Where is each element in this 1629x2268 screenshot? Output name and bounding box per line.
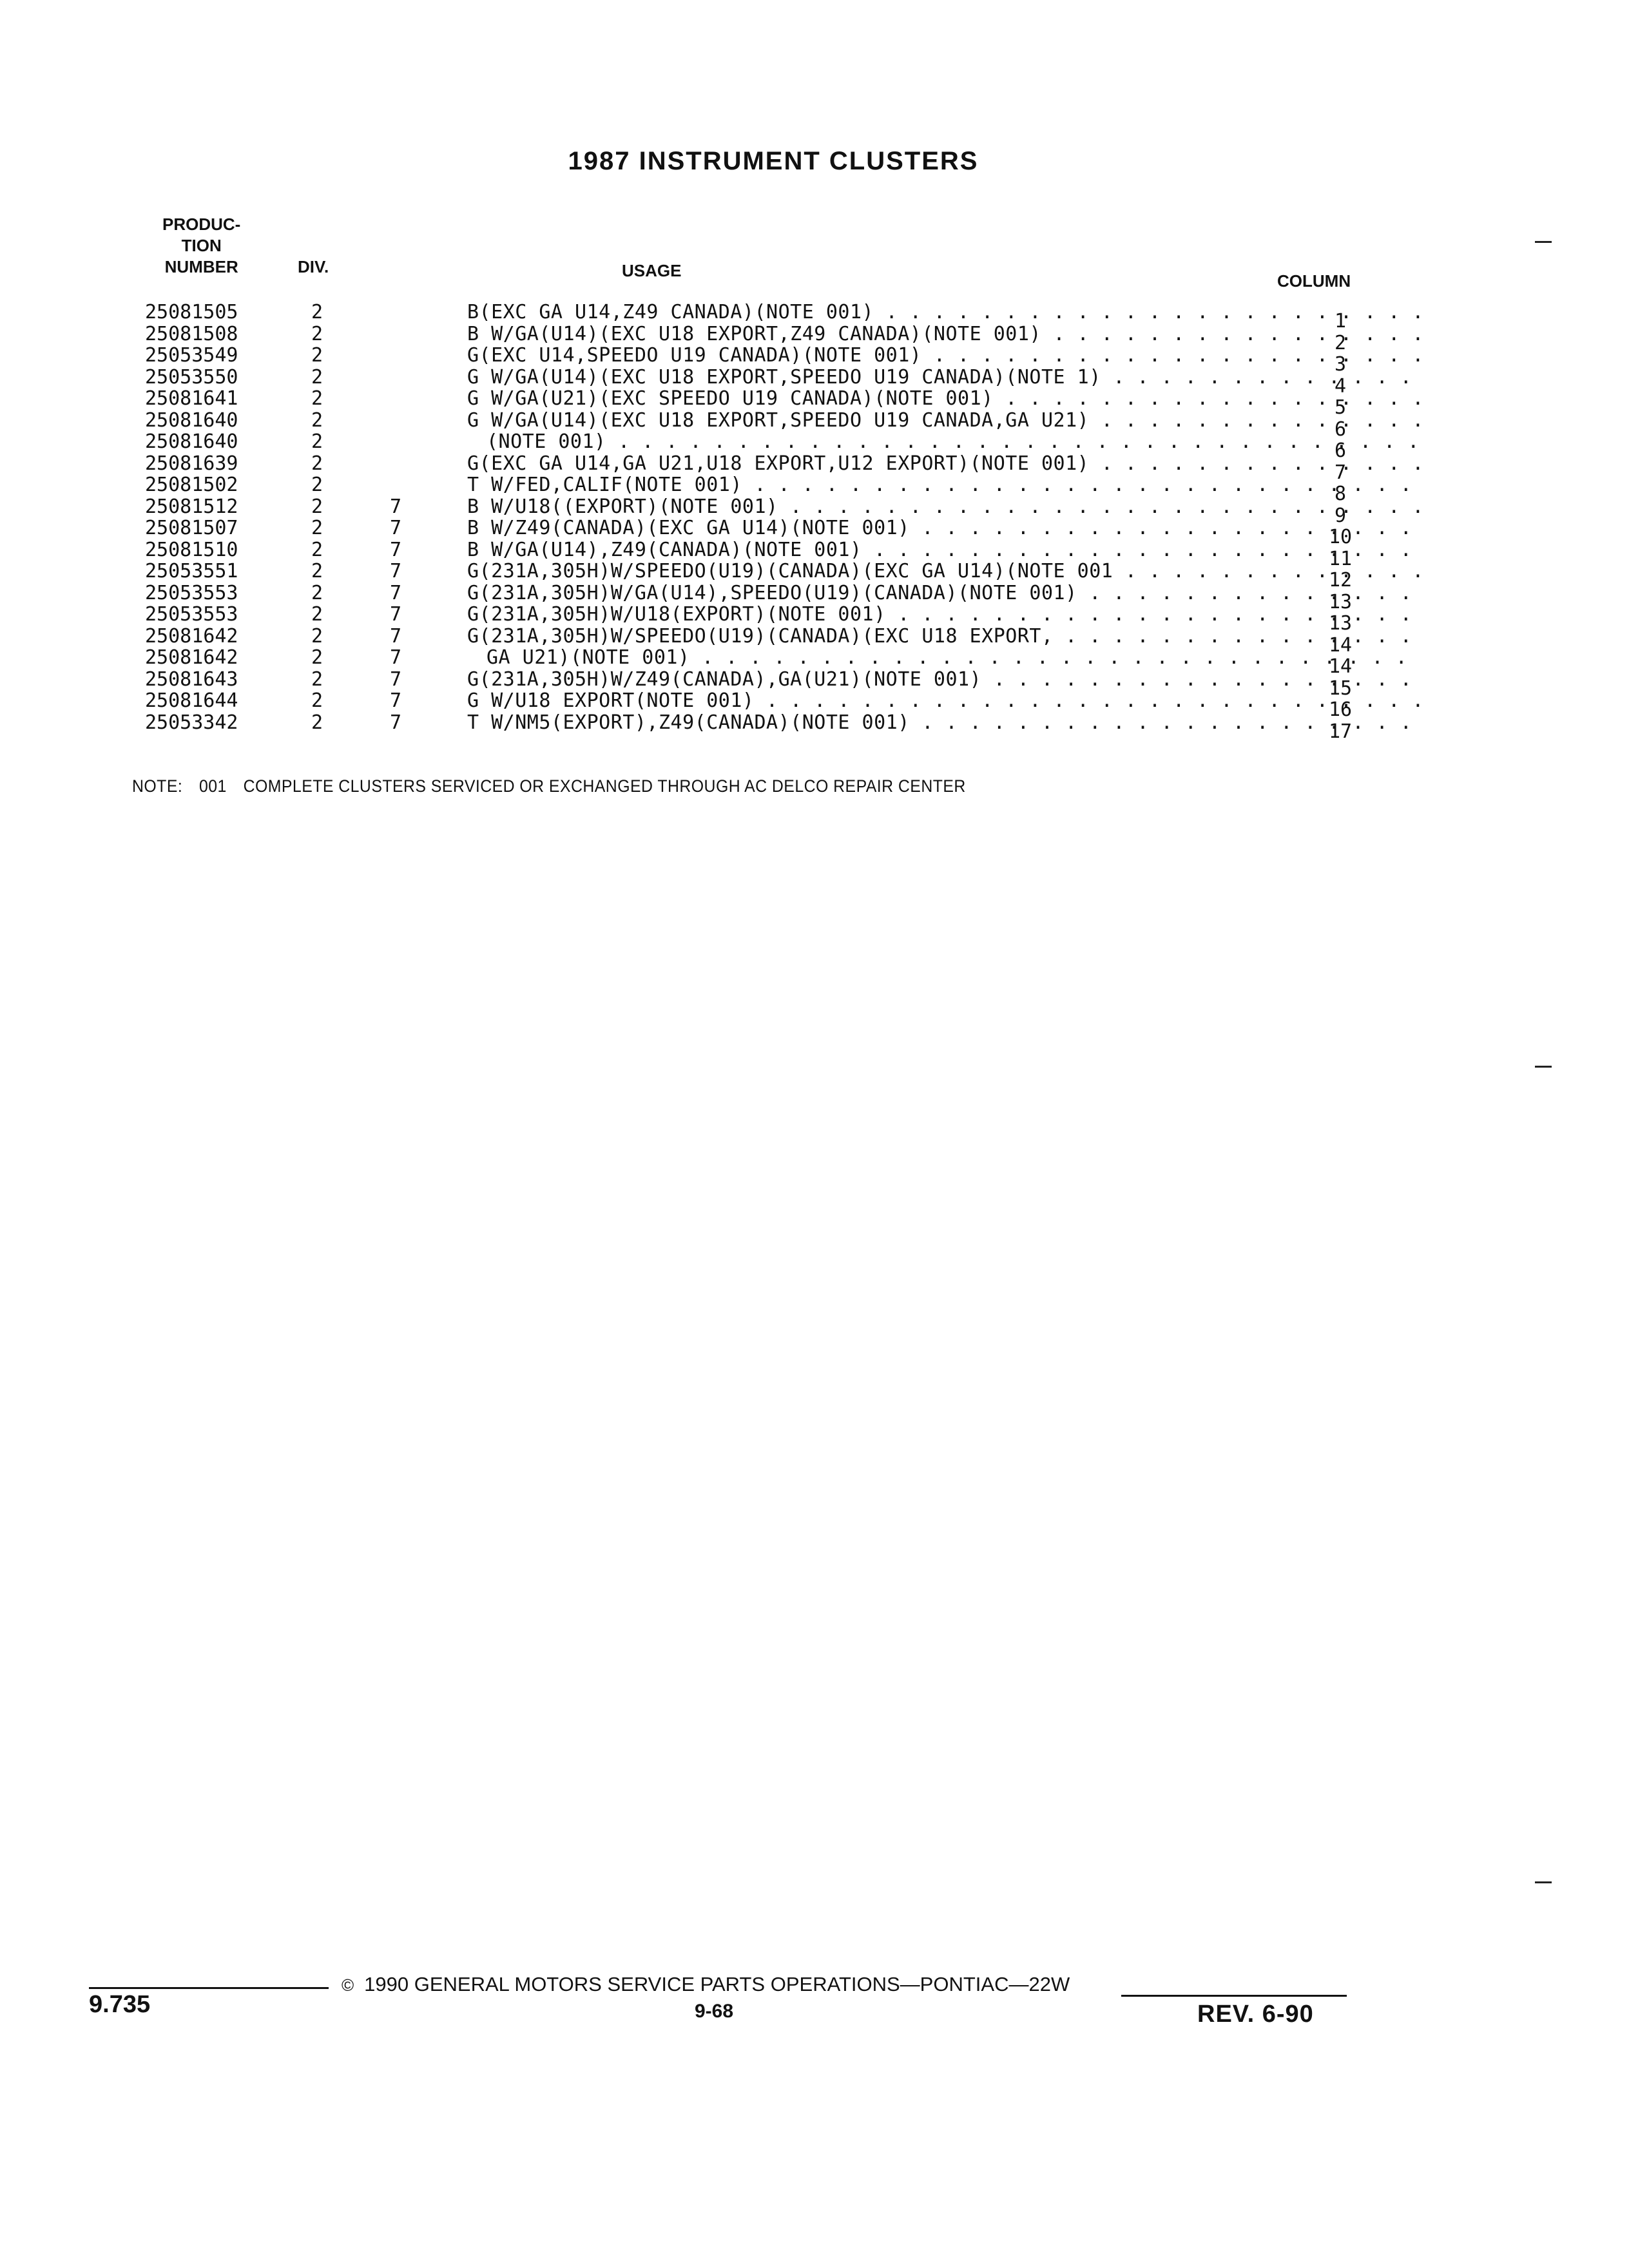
division: 2 bbox=[311, 301, 323, 323]
production-number: 25081644 bbox=[145, 689, 238, 712]
footnote-label: NOTE: bbox=[132, 776, 183, 796]
production-number: 25081640 bbox=[145, 430, 238, 453]
header-production-number-line: TION bbox=[181, 236, 222, 255]
production-number: 25081505 bbox=[145, 301, 238, 323]
production-number: 25081642 bbox=[145, 646, 238, 669]
footer-rule bbox=[1121, 1995, 1347, 1997]
model-code: 7 bbox=[390, 689, 402, 712]
table-row bbox=[145, 365, 1369, 398]
model-code: 7 bbox=[390, 711, 402, 734]
production-number: 25081508 bbox=[145, 322, 238, 345]
production-number: 25053549 bbox=[145, 344, 238, 367]
division: 2 bbox=[311, 344, 323, 367]
margin-tick-mark bbox=[1535, 1881, 1552, 1883]
division: 2 bbox=[311, 387, 323, 410]
column-number: 1 bbox=[1334, 310, 1347, 332]
production-number: 25081639 bbox=[145, 452, 238, 475]
model-code: 7 bbox=[390, 646, 402, 669]
table-row bbox=[145, 495, 1369, 527]
usage-text: B W/U18((EXPORT)(NOTE 001) . . . bbox=[467, 496, 1421, 517]
division: 2 bbox=[311, 581, 323, 604]
model-code: 7 bbox=[390, 668, 402, 691]
production-number: 25081507 bbox=[145, 517, 238, 539]
division: 2 bbox=[311, 430, 323, 453]
table-row bbox=[145, 603, 1369, 635]
usage-text: G(231A,305H)W/GA(U14),SPEEDO(U19)(CANADA)(NOTE 001) . . . bbox=[467, 582, 1421, 604]
column-number: 16 bbox=[1328, 698, 1353, 721]
table-row bbox=[145, 387, 1369, 419]
header-production-number-line: PRODUC- bbox=[162, 215, 241, 234]
usage-text: G(231A,305H)W/SPEEDO(U19)(CANADA)(EXC GA U14)(NOTE 001 . . . bbox=[467, 561, 1421, 582]
table-row bbox=[145, 624, 1369, 657]
division: 2 bbox=[311, 668, 323, 691]
footer-copyright-text: 1990 GENERAL MOTORS SERVICE PARTS OPERATIONS—PONTIAC—22W bbox=[364, 1973, 1070, 1995]
footer-section-number: 9.735 bbox=[89, 1991, 151, 2018]
column-number: 3 bbox=[1334, 353, 1347, 376]
footer-copyright bbox=[342, 1973, 1070, 1996]
column-number: 10 bbox=[1328, 526, 1353, 548]
table-row bbox=[145, 581, 1369, 613]
production-number: 25081643 bbox=[145, 668, 238, 691]
footer-revision: REV. 6-90 bbox=[1197, 2001, 1314, 2028]
division: 2 bbox=[311, 603, 323, 626]
footnote bbox=[132, 776, 966, 796]
production-number: 25053553 bbox=[145, 581, 238, 604]
model-code: 7 bbox=[390, 538, 402, 561]
model-code: 7 bbox=[390, 624, 402, 648]
column-number: 6 bbox=[1334, 418, 1347, 441]
usage-text: G(231A,305H)W/SPEEDO(U19)(CANADA)(EXC U18 EXPORT, . . . bbox=[467, 626, 1421, 647]
column-number: 2 bbox=[1334, 331, 1347, 354]
table-row bbox=[145, 668, 1369, 700]
usage-text: G W/GA(U14)(EXC U18 EXPORT,SPEEDO U19 CANADA,GA U21) . . . bbox=[467, 410, 1421, 431]
table-row bbox=[145, 474, 1369, 505]
production-number: 25081642 bbox=[145, 624, 238, 648]
division: 2 bbox=[311, 452, 323, 475]
usage-text: B W/Z49(CANADA)(EXC GA U14)(NOTE 001) . . . bbox=[467, 517, 1421, 539]
header-production-number-line: NUMBER bbox=[164, 257, 238, 276]
production-number: 25053553 bbox=[145, 603, 238, 626]
column-number: 13 bbox=[1328, 590, 1353, 613]
table-row bbox=[145, 452, 1369, 484]
page-title: 1987 INSTRUMENT CLUSTERS bbox=[568, 147, 979, 175]
production-number: 25081510 bbox=[145, 538, 238, 561]
usage-text: B(EXC GA U14,Z49 CANADA)(NOTE 001) . . . bbox=[467, 302, 1421, 323]
column-number: 8 bbox=[1334, 483, 1347, 505]
column-number: 17 bbox=[1328, 720, 1353, 743]
model-code: 7 bbox=[390, 603, 402, 626]
usage-text: GA U21)(NOTE 001) . . . bbox=[487, 647, 1421, 668]
division: 2 bbox=[311, 322, 323, 345]
usage-text: G(231A,305H)W/U18(EXPORT)(NOTE 001) . . . bbox=[467, 604, 1421, 625]
production-number: 25081640 bbox=[145, 408, 238, 432]
header-usage: USAGE bbox=[622, 261, 682, 280]
usage-text: (NOTE 001) . . . bbox=[487, 431, 1421, 452]
column-number: 15 bbox=[1328, 677, 1353, 700]
division: 2 bbox=[311, 365, 323, 389]
footer-rule bbox=[89, 1987, 329, 1989]
column-number: 13 bbox=[1328, 612, 1353, 635]
table-row bbox=[145, 344, 1369, 376]
table-row bbox=[145, 711, 1369, 743]
column-number: 12 bbox=[1328, 569, 1353, 591]
division: 2 bbox=[311, 538, 323, 561]
footnote-code: 001 bbox=[198, 776, 227, 796]
table-row bbox=[145, 560, 1369, 591]
margin-tick-mark bbox=[1535, 1066, 1552, 1068]
table-row bbox=[145, 430, 1369, 462]
header-div: DIV. bbox=[298, 257, 329, 276]
table-row bbox=[145, 689, 1369, 721]
usage-text: B W/GA(U14),Z49(CANADA)(NOTE 001) . . . bbox=[467, 539, 1421, 561]
copyright-icon: © bbox=[342, 1975, 354, 1995]
usage-text: G(EXC U14,SPEEDO U19 CANADA)(NOTE 001) . . . bbox=[467, 345, 1421, 366]
column-number: 6 bbox=[1334, 439, 1347, 462]
division: 2 bbox=[311, 560, 323, 582]
footer-page-number: 9-68 bbox=[695, 2001, 734, 2022]
usage-text: G W/GA(U21)(EXC SPEEDO U19 CANADA)(NOTE 001) . . . bbox=[467, 388, 1421, 409]
footnote-text: COMPLETE CLUSTERS SERVICED OR EXCHANGED THROUGH AC DELCO REPAIR CENTER bbox=[243, 776, 966, 796]
column-number: 9 bbox=[1334, 504, 1347, 527]
production-number: 25053550 bbox=[145, 365, 238, 389]
division: 2 bbox=[311, 646, 323, 669]
model-code: 7 bbox=[390, 517, 402, 539]
model-code: 7 bbox=[390, 560, 402, 582]
column-number: 7 bbox=[1334, 461, 1347, 484]
production-number: 25081512 bbox=[145, 495, 238, 518]
usage-text: G W/GA(U14)(EXC U18 EXPORT,SPEEDO U19 CANADA)(NOTE 1) . . . bbox=[467, 367, 1421, 388]
table-row bbox=[145, 538, 1369, 570]
division: 2 bbox=[311, 408, 323, 432]
usage-text: G(231A,305H)W/Z49(CANADA),GA(U21)(NOTE 001) . . . bbox=[467, 669, 1421, 690]
column-number: 14 bbox=[1328, 655, 1353, 678]
production-number: 25053342 bbox=[145, 711, 238, 734]
usage-text: T W/NM5(EXPORT),Z49(CANADA)(NOTE 001) . . . bbox=[467, 712, 1421, 733]
division: 2 bbox=[311, 474, 323, 496]
model-code: 7 bbox=[390, 581, 402, 604]
column-number: 5 bbox=[1334, 396, 1347, 419]
model-code: 7 bbox=[390, 495, 402, 518]
division: 2 bbox=[311, 495, 323, 518]
header-column: COLUMN bbox=[1277, 271, 1351, 291]
column-number: 14 bbox=[1328, 633, 1353, 657]
table-row bbox=[145, 517, 1369, 548]
division: 2 bbox=[311, 689, 323, 712]
usage-text: G W/U18 EXPORT(NOTE 001) . . . bbox=[467, 690, 1421, 711]
division: 2 bbox=[311, 711, 323, 734]
division: 2 bbox=[311, 517, 323, 539]
table-row bbox=[145, 646, 1369, 678]
production-number: 25081502 bbox=[145, 474, 238, 496]
division: 2 bbox=[311, 624, 323, 648]
column-number: 4 bbox=[1334, 374, 1347, 398]
table-row bbox=[145, 301, 1369, 332]
production-number: 25081641 bbox=[145, 387, 238, 410]
table-row bbox=[145, 322, 1369, 354]
production-number: 25053551 bbox=[145, 560, 238, 582]
usage-text: T W/FED,CALIF(NOTE 001) . . . bbox=[467, 474, 1421, 495]
table-row bbox=[145, 408, 1369, 441]
margin-tick-mark bbox=[1535, 241, 1552, 243]
parts-table bbox=[145, 301, 1369, 743]
usage-text: G(EXC GA U14,GA U21,U18 EXPORT,U12 EXPORT)(NOTE 001) . . . bbox=[467, 453, 1421, 474]
header-production-number bbox=[162, 214, 240, 278]
usage-text: B W/GA(U14)(EXC U18 EXPORT,Z49 CANADA)(NOTE 001) . . . bbox=[467, 323, 1421, 345]
column-number: 11 bbox=[1328, 547, 1353, 570]
